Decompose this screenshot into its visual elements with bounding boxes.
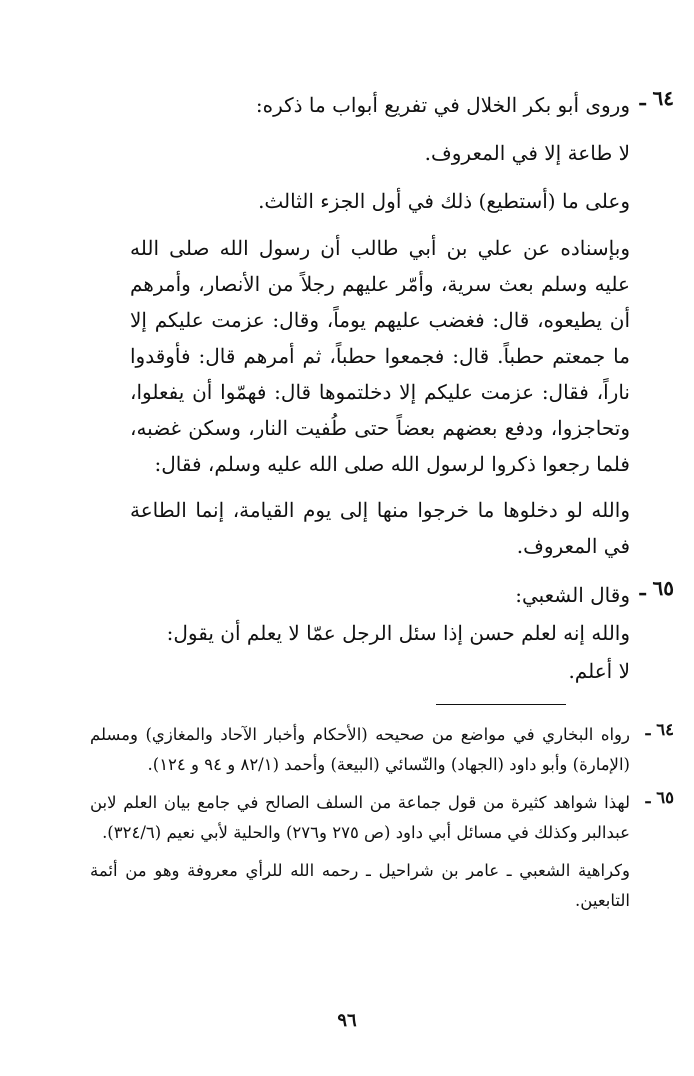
- hadith-quote: لا طاعة إلا في المعروف.: [424, 141, 630, 165]
- footnote-number: ٦٥ ـ: [645, 788, 674, 807]
- shabi-quote-end: لا أعلم.: [568, 659, 630, 683]
- page-number: ٩٦: [337, 1010, 357, 1031]
- footnote: [90, 788, 674, 848]
- footnote: [90, 856, 630, 916]
- footnote: [90, 720, 674, 780]
- footnote-text: وكراهية الشعبي ـ عامر بن شراحيل ـ رحمه الله للرأي معروفة وهو من أئمة التابعين.: [90, 861, 630, 910]
- footnotes: [90, 720, 674, 924]
- footnote-text: رواه البخاري في مواضع من صحيحه (الأحكام وأخبار الآحاد والمغازي) ومسلم (الإمارة) وأبو داود (الجهاد) والنّسائي (البيعة) وأحمد (٨٢/١ و ٩٤ و ١٢٤).: [90, 725, 630, 774]
- entry-65: [130, 576, 674, 690]
- entry-intro: وقال الشعبي:: [515, 583, 630, 607]
- narration-paragraph: وبإسناده عن علي بن أبي طالب أن رسول الله صلى الله عليه وسلم بعث سرية، وأمّر عليهم رجلاً من الأنصار، وأمرهم أن يطيعوه، قال: فغضب عليهم يوماً، وقال: عزمت عليكم إلا ما جمعتم حطباً. قال: فجمعوا حطباً، ثم أمرهم قال: فأوقدوا ناراً، فقال: عزمت عليكم إلا دخلتموها قال: فهمّوا أن يفعلوا، وتحاجزوا، ودفع بعضهم بعضاً حتى طُفيت النار، وسكن غضبه، فلما رجعوا ذكروا لرسول الله صلى الله عليه وسلم، فقال:: [130, 236, 630, 476]
- footnote-number: ٦٤ ـ: [645, 720, 674, 739]
- footnote-divider: [436, 704, 566, 705]
- entry-number: ٦٤ ـ: [639, 86, 674, 110]
- entry-64: [130, 86, 674, 564]
- prophetic-saying: والله لو دخلوها ما خرجوا منها إلى يوم القيامة، إنما الطاعة في المعروف.: [130, 498, 630, 558]
- reference-note: وعلى ما (أستطيع) ذلك في أول الجزء الثالث.: [258, 189, 630, 213]
- main-text: [130, 86, 674, 690]
- shabi-quote: والله إنه لعلم حسن إذا سئل الرجل عمّا لا يعلم أن يقول:: [166, 621, 630, 645]
- entry-number: ٦٥ ـ: [639, 576, 674, 600]
- entry-intro: وروى أبو بكر الخلال في تفريع أبواب ما ذكره:: [255, 93, 630, 117]
- footnote-text: لهذا شواهد كثيرة من قول جماعة من السلف الصالح في جامع بيان العلم لابن عبدالبر وكذلك في مسائل أبي داود (ص ٢٧٥ و٢٧٦) والحلية لأبي نعيم (٣٢٤/٦).: [90, 793, 630, 842]
